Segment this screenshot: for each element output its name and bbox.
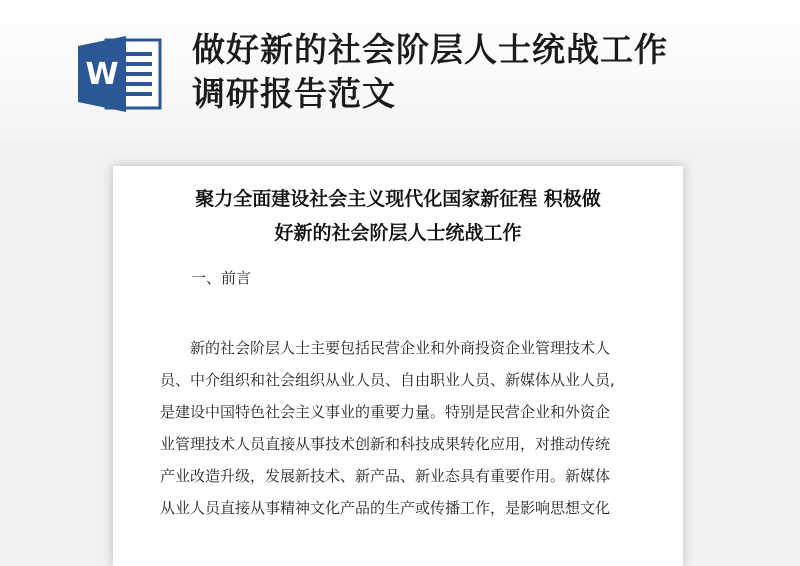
page-title	[192, 28, 782, 116]
paragraph-line: 业管理技术人员直接从事技术创新和科技成果转化应用，对推动传统	[160, 435, 611, 453]
page-title-line: 做好新的社会阶层人士统战工作	[192, 30, 668, 69]
word-icon	[76, 34, 164, 114]
svg-text:W: W	[85, 57, 119, 92]
paragraph-line: 产业改造升级，发展新技术、新产品、新业态具有重要作用。新媒体	[160, 467, 611, 485]
paragraph-line: 从业人员直接从事精神文化产品的生产或传播工作，是影响思想文化	[160, 499, 611, 517]
article-title-line: 聚力全面建设社会主义现代化国家新征程 积极做	[195, 188, 601, 210]
article-title-line: 好新的社会阶层人士统战工作	[274, 222, 522, 244]
header-banner	[0, 0, 800, 142]
article-title	[153, 182, 643, 250]
paragraph-line: 新的社会阶层人士主要包括民营企业和外商投资企业管理技术人	[190, 339, 611, 357]
paragraph-line: 员、中介组织和社会组织从业人员、自由职业人员、新媒体从业人员,	[160, 371, 615, 389]
document-page	[113, 166, 683, 566]
body-paragraph	[160, 332, 638, 524]
section-heading: 一、前言	[191, 269, 252, 287]
paragraph-line: 是建设中国特色社会主义事业的重要力量。特别是民营企业和外资企	[160, 403, 611, 421]
page-title-line: 调研报告范文	[192, 74, 396, 113]
